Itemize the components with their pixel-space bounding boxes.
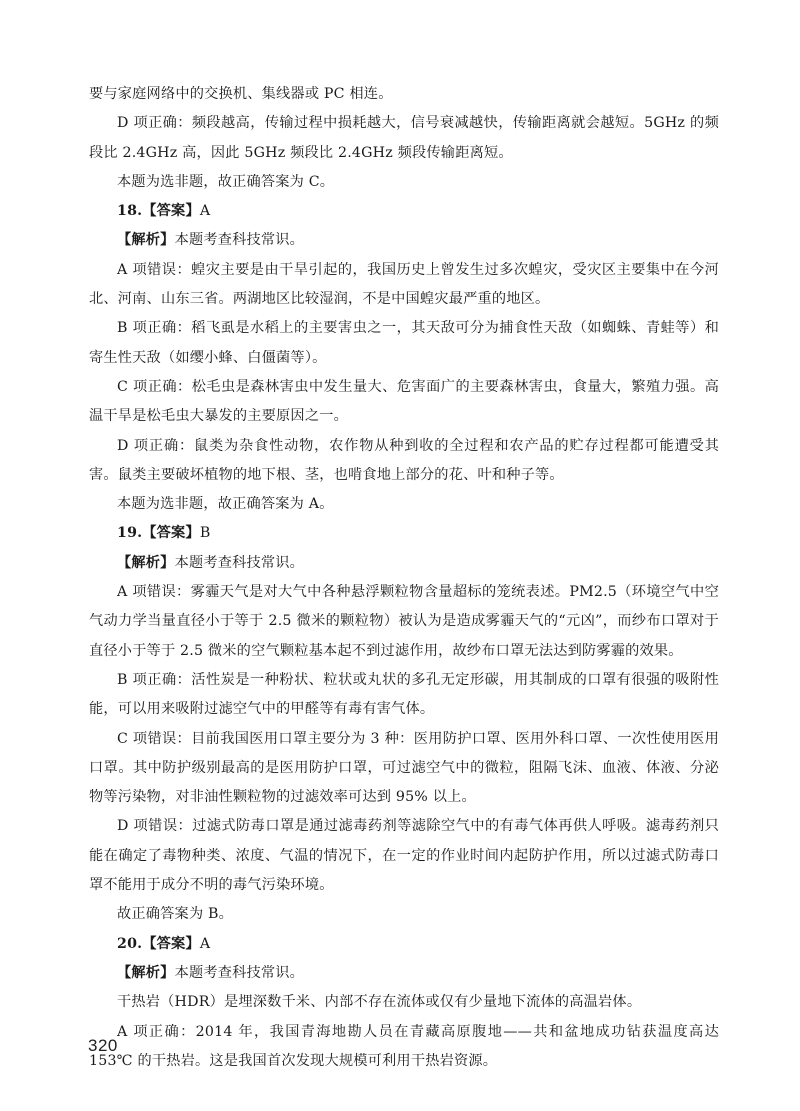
paragraph-text: 本题为选非题，故正确答案为 C。	[117, 173, 335, 190]
answer-label: 18.【答案】	[117, 203, 200, 220]
answer-heading-20	[89, 930, 719, 959]
paragraph-option-c	[89, 725, 719, 813]
paragraph-text: A 项正确：2014 年，我国青海地勘人员在青藏高原腹地——共和盆地成功钻获温度高达 153℃ 的干热岩。这是我国首次发现大规模可利用干热岩资源。	[89, 1023, 719, 1069]
paragraph-option-c	[89, 373, 719, 432]
answer-value: A	[199, 935, 211, 952]
analysis-label: 【解析】	[117, 554, 175, 571]
paragraph-text: C 项正确：松毛虫是森林害虫中发生量大、危害面广的主要森林害虫，食量大，繁殖力强。高温干旱是松毛虫大暴发的主要原因之一。	[89, 378, 719, 425]
paragraph-conclusion	[89, 168, 719, 197]
answer-value: A	[199, 203, 211, 220]
analysis-label: 【解析】	[117, 964, 175, 981]
document-body	[89, 80, 719, 1076]
paragraph-option-b	[89, 666, 719, 725]
answer-label: 19.【答案】	[117, 525, 200, 542]
paragraph-option-a	[89, 578, 719, 666]
paragraph-text: D 项正确：频段越高，传输过程中损耗越大，信号衰减越快，传输距离就会越短。5GHz 的频段比 2.4GHz 高，因此 5GHz 频段比 2.4GHz 频段传输距离短。	[89, 115, 719, 161]
paragraph-option-a	[89, 256, 719, 315]
analysis-heading-19	[89, 549, 719, 578]
paragraph-text: B 项正确：稻飞虱是水稻上的主要害虫之一，其天敌可分为捕食性天敌（如蜘蛛、青蛙等）和寄生性天敌（如缨小蜂、白僵菌等）。	[89, 320, 719, 366]
paragraph-option-d	[89, 432, 719, 491]
paragraph-option-a	[89, 1018, 719, 1077]
paragraph-continuation	[89, 80, 719, 109]
paragraph-option-d	[89, 109, 719, 168]
analysis-text: 本题考查科技常识。	[174, 554, 305, 571]
analysis-text: 本题考查科技常识。	[174, 232, 305, 249]
answer-heading-19	[89, 519, 719, 548]
paragraph-text: B 项正确：活性炭是一种粉状、粒状或丸状的多孔无定形碳，用其制成的口罩有很强的吸附性能，可以用来吸附过滤空气中的甲醛等有毒有害气体。	[89, 671, 719, 718]
paragraph-text: D 项错误：过滤式防毒口罩是通过滤毒药剂等滤除空气中的有毒气体再供人呼吸。滤毒药剂只能在确定了毒物种类、浓度、气温的情况下，在一定的作业时间内起防护作用，所以过滤式防毒口罩不能用于成分不明的毒气污染环境。	[89, 818, 719, 894]
analysis-text: 本题考查科技常识。	[174, 964, 305, 981]
paragraph-text: 本题为选非题，故正确答案为 A。	[117, 496, 334, 513]
answer-label: 20.【答案】	[117, 935, 200, 952]
analysis-heading-20	[89, 959, 719, 988]
paragraph-conclusion	[89, 490, 719, 519]
paragraph-text: D 项正确：鼠类为杂食性动物，农作物从种到收的全过程和农产品的贮存过程都可能遭受其害。鼠类主要破坏植物的地下根、茎，也啃食地上部分的花、叶和种子等。	[89, 437, 719, 483]
paragraph-definition	[89, 988, 719, 1017]
answer-heading-18	[89, 197, 719, 226]
paragraph-text: C 项错误：目前我国医用口罩主要分为 3 种：医用防护口罩、医用外科口罩、一次性使用医用口罩。其中防护级别最高的是医用防护口罩，可过滤空气中的微粒，阻隔飞沫、血液、体液、分泌物等污染物，对非油性颗粒物的过滤效率可达到 95% 以上。	[89, 730, 719, 806]
paragraph-text: 干热岩（HDR）是埋深数千米、内部不存在流体或仅有少量地下流体的高温岩体。	[117, 994, 642, 1011]
analysis-heading-18	[89, 226, 719, 255]
page-number: 320	[88, 1036, 118, 1055]
paragraph-text: A 项错误：雾霾天气是对大气中各种悬浮颗粒物含量超标的笼统表述。PM2.5（环境空气中空气动力学当量直径小于等于 2.5 微米的颗粒物）被认为是造成雾霾天气的“元凶”，而纱布口罩对于直径小于等于 2.5 微米的空气颗粒基本起不到过滤作用，故纱布口罩无法达到防雾霾的效果。	[89, 584, 719, 659]
paragraph-conclusion	[89, 900, 719, 929]
paragraph-option-b	[89, 314, 719, 373]
analysis-label: 【解析】	[117, 232, 175, 249]
paragraph-text: 要与家庭网络中的交换机、集线器或 PC 相连。	[89, 86, 393, 102]
paragraph-text: A 项错误：蝗灾主要是由干旱引起的，我国历史上曾发生过多次蝗灾，受灾区主要集中在今河北、河南、山东三省。两湖地区比较湿润，不是中国蝗灾最严重的地区。	[89, 261, 719, 308]
answer-value: B	[199, 525, 211, 542]
paragraph-text: 故正确答案为 B。	[117, 906, 234, 923]
paragraph-option-d	[89, 812, 719, 900]
